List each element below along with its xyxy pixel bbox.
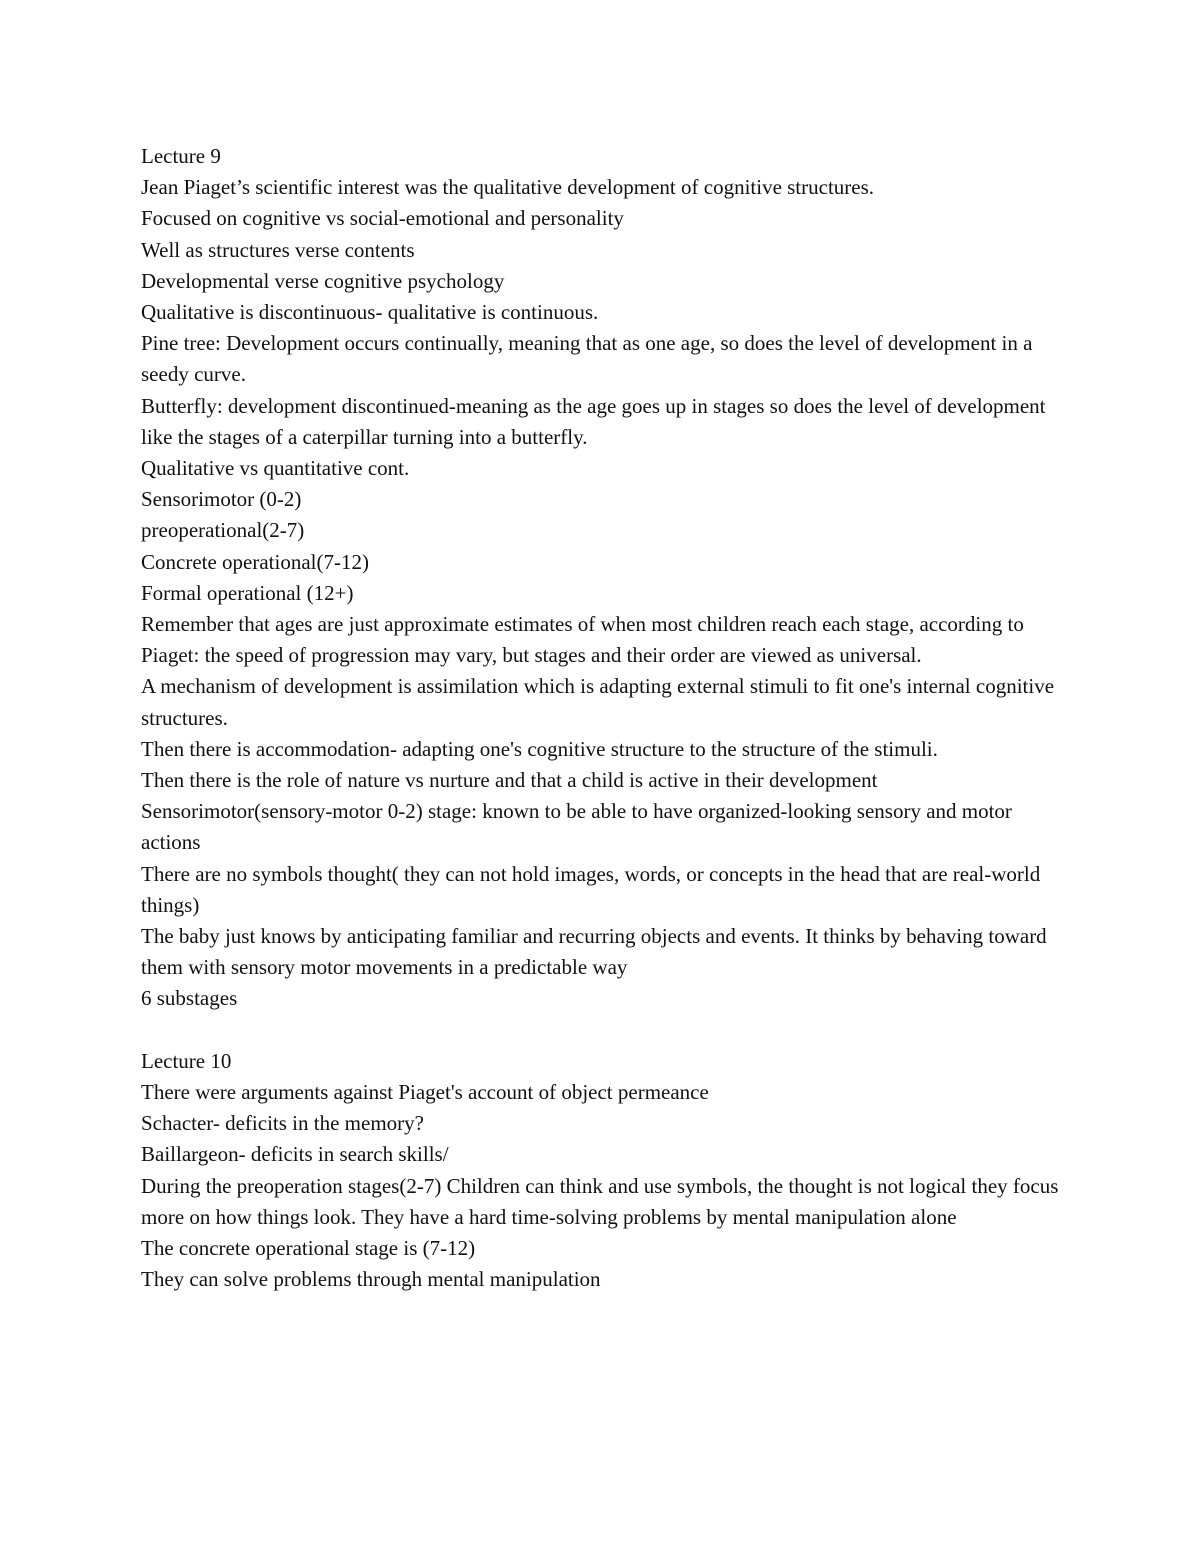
lecture-9-paragraph: The baby just knows by anticipating familiar and recurring objects and events. It thinks by behaving toward them with sensory motor movements in a predictable way — [141, 924, 1047, 980]
lecture-9-paragraph: Focused on cognitive vs social-emotional and personality — [141, 206, 624, 231]
lecture-9-heading: Lecture 9 — [141, 144, 221, 168]
lecture-9-paragraph: A mechanism of development is assimilation which is adapting external stimuli to fit one's internal cognitive structures. — [141, 674, 1055, 730]
lecture-9-paragraph: Then there is the role of nature vs nurture and that a child is active in their development — [141, 768, 878, 793]
lecture-9-paragraph: Sensorimotor(sensory-motor 0-2) stage: known to be able to have organized-looking sensory and motor actions — [141, 799, 1012, 855]
lecture-10-heading: Lecture 10 — [141, 1048, 232, 1073]
stage-item: preoperational(2-7) — [141, 518, 305, 543]
document-body — [141, 141, 1076, 1296]
lecture-9-paragraph: Developmental verse cognitive psychology — [141, 268, 505, 293]
lecture-9-paragraph: Qualitative vs quantitative cont. — [141, 456, 410, 481]
lecture-10-paragraph: The concrete operational stage is (7-12) — [141, 1236, 476, 1261]
lecture-10-paragraph: Schacter- deficits in the memory? — [141, 1111, 424, 1136]
lecture-10-paragraph: They can solve problems through mental manipulation — [141, 1267, 601, 1292]
lecture-9-paragraph: Then there is accommodation- adapting one's cognitive structure to the structure of the stimuli. — [141, 736, 938, 761]
lecture-10-paragraph: There were arguments against Piaget's account of object permeance — [141, 1080, 709, 1105]
stage-item: Sensorimotor (0-2) — [141, 487, 302, 512]
lecture-10-paragraph: During the preoperation stages(2-7) Children can think and use symbols, the thought is not logical they focus more on how things look. They have a hard time-solving problems by mental manipulation alone — [141, 1173, 1059, 1229]
lecture-9-paragraph: There are no symbols thought( they can not hold images, words, or concepts in the head that are real-world things) — [141, 861, 1041, 917]
lecture-10-paragraph: Baillargeon- deficits in search skills/ — [141, 1142, 449, 1167]
stage-item: Concrete operational(7-12) — [141, 549, 369, 574]
stage-item: Formal operational (12+) — [141, 580, 354, 605]
lecture-9-paragraph: Pine tree: Development occurs continually, meaning that as one age, so does the level of development in a seedy curve. — [141, 331, 1033, 387]
lecture-9-paragraph: Remember that ages are just approximate estimates of when most children reach each stage, according to Piaget: the speed of progression may vary, but stages and their order are viewed as universal. — [141, 612, 1024, 668]
section-spacer — [141, 1015, 1076, 1046]
lecture-9-paragraph: Butterfly: development discontinued-meaning as the age goes up in stages so does the level of development like the stages of a caterpillar turning into a butterfly. — [141, 393, 1046, 449]
lecture-9-paragraph: Well as structures verse contents — [141, 237, 415, 262]
lecture-9-paragraph: Jean Piaget’s scientific interest was the qualitative development of cognitive structures. — [141, 175, 875, 200]
lecture-9-paragraph: Qualitative is discontinuous- qualitative is continuous. — [141, 300, 599, 325]
lecture-9-paragraph: 6 substages — [141, 986, 238, 1011]
